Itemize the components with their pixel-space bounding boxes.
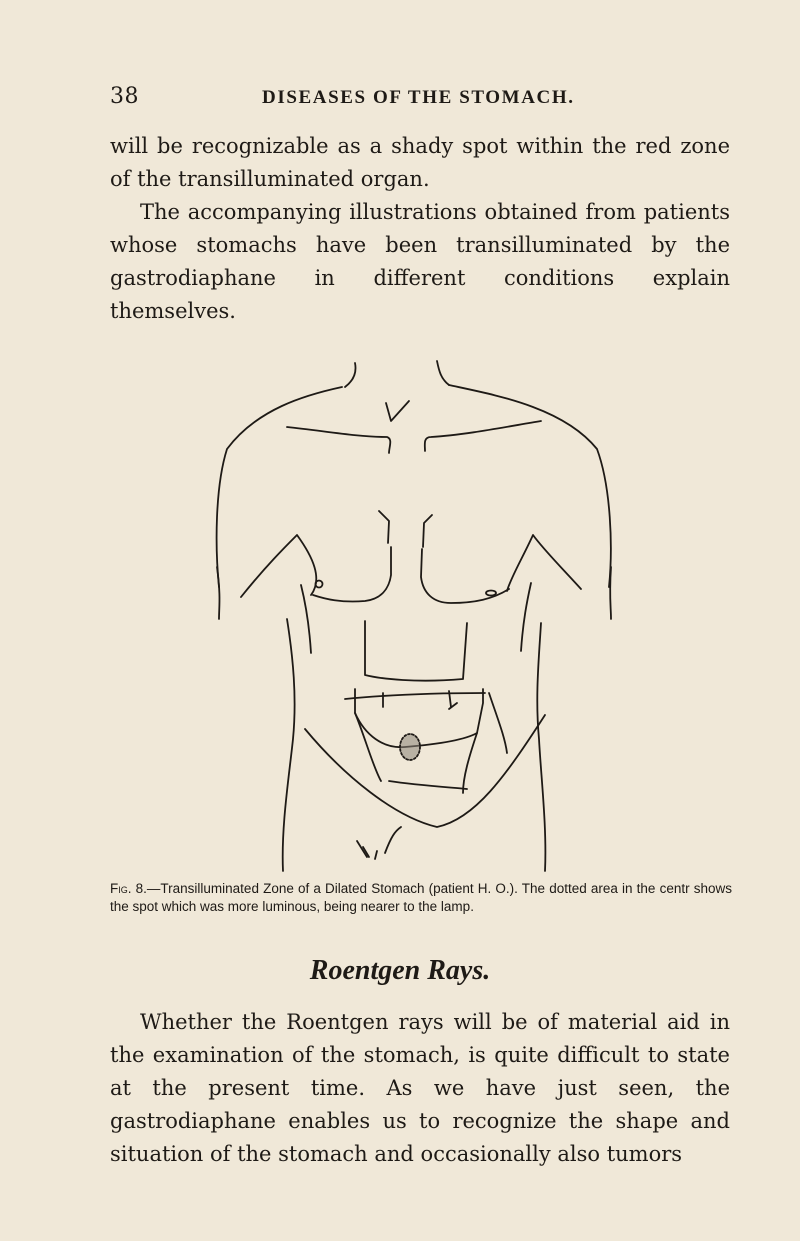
body-line: of the transilluminated organ. [110,167,430,191]
body-paragraph-2: The accompanying illustrations obtained from patients whose stomachs have been transilluminated by the gastrodiaphane in different conditions explain themselves. [110,200,730,323]
page-number: 38 [110,84,139,109]
figure-illustration [205,357,625,877]
body-line: will be recognizable as a shady spot within the red zone [110,134,730,158]
running-title: DISEASES OF THE STOMACH. [262,87,575,108]
body-paragraph-1 [110,130,730,328]
section-heading: Roentgen Rays. [309,955,491,986]
figure-caption [110,880,732,916]
dotted-luminous-spot [400,734,420,760]
section-paragraph: Whether the Roentgen rays will be of material aid in the examination of the stomach, is quite difficult to state at the present time. As we have just seen, the gastrodiaphane enables us to recognize the shape and situation of the stomach and occasionally also tumors [110,1010,730,1166]
torso-drawing [205,357,625,877]
caption-text: —Transilluminated Zone of a Dilated Stomach (patient H. O.). The dotted area in the centr shows the spot which was more luminous, being nearer to the lamp. [110,881,732,914]
caption-lead: Fig. 8. [110,881,147,896]
